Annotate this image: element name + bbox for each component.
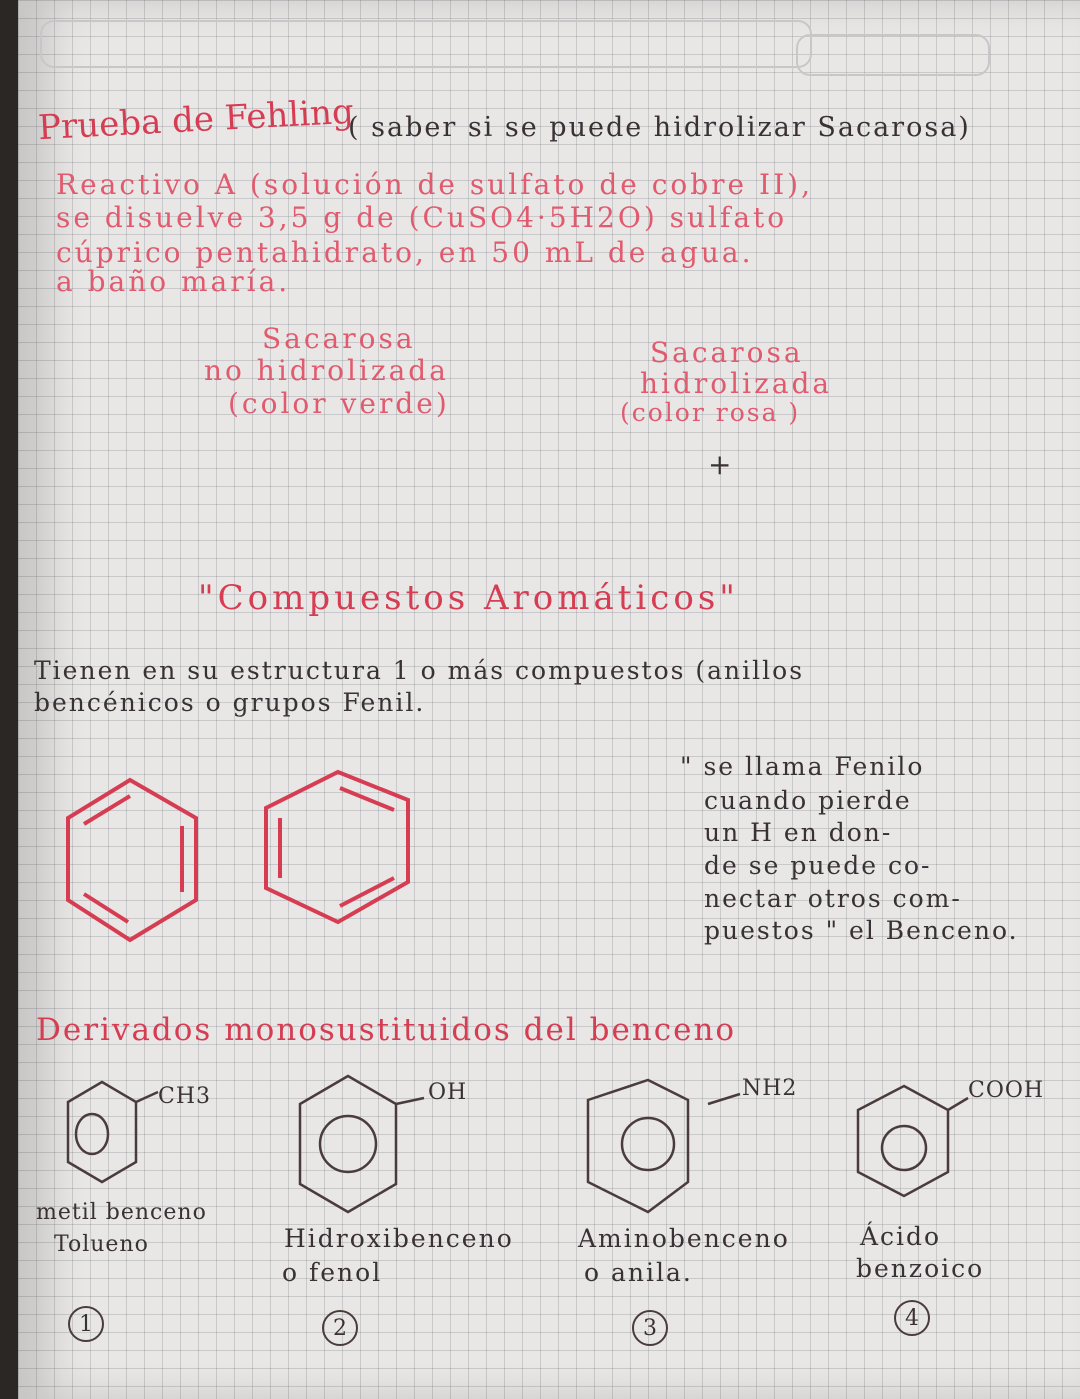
page-title: Prueba de Fehling (37, 91, 355, 149)
compound-3-alt-name: o anila. (584, 1258, 693, 1287)
result-left-line-1: Sacarosa (262, 322, 416, 355)
substituent-label-ch3: CH3 (158, 1084, 212, 1109)
reagent-line-1: Reactivo A (solución de sulfato de cobre II), (56, 168, 813, 201)
substituent-label-oh: OH (428, 1080, 468, 1105)
reagent-line-4: a baño maría. (56, 265, 291, 298)
page-subtitle: ( saber si se puede hidrolizar Sacarosa) (348, 112, 971, 143)
result-right-line-2: hidrolizada (640, 367, 833, 400)
phenol-structure (300, 1076, 424, 1212)
substituent-label-nh2: NH2 (742, 1076, 798, 1101)
plus-sign: + (708, 448, 735, 481)
fenilo-note-line-1: " se llama Fenilo (680, 752, 925, 781)
fenilo-note-line-5: nectar otros com- (704, 884, 962, 913)
compound-2-number: 2 (322, 1310, 358, 1346)
benzene-kekule-1 (68, 780, 196, 940)
fenilo-note-line-6: puestos " el Benceno. (704, 916, 1019, 945)
section-heading-aromatics: "Compuestos Aromáticos" (198, 578, 739, 618)
benzene-kekule-2 (266, 772, 408, 922)
compound-1-alt-name: Tolueno (54, 1232, 149, 1257)
compound-1-number: 1 (68, 1306, 104, 1342)
result-left-line-2: no hidrolizada (204, 354, 449, 387)
compound-2-alt-name: o fenol (282, 1258, 383, 1287)
result-right-line-1: Sacarosa (650, 336, 804, 369)
fenilo-note-line-3: un H en don- (704, 818, 893, 847)
drawings-layer (18, 0, 1080, 1399)
fenilo-note-line-4: de se puede co- (704, 851, 932, 880)
substituent-label-cooh: COOH (968, 1078, 1045, 1103)
reagent-line-2: se disuelve 3,5 g de (CuSO4·5H2O) sulfato (56, 201, 788, 234)
benzoic-acid-structure (858, 1086, 968, 1196)
compound-2-name: Hidroxibenceno (284, 1224, 514, 1253)
compound-3-number: 3 (632, 1310, 668, 1346)
notebook-page (18, 0, 1080, 1399)
toluene-structure (68, 1082, 158, 1182)
result-left-line-3: (color verde) (228, 387, 450, 420)
compound-1-name: metil benceno (36, 1200, 207, 1225)
compound-4-number: 4 (894, 1300, 930, 1336)
compound-4-alt-name: benzoico (856, 1254, 985, 1283)
section-heading-derivatives: Derivados monosustituidos del benceno (36, 1012, 737, 1048)
fenilo-note-line-2: cuando pierde (704, 786, 912, 815)
compound-3-name: Aminobenceno (578, 1224, 790, 1253)
aromatics-definition-line-2: bencénicos o grupos Fenil. (34, 688, 426, 717)
compound-4-name: Ácido (860, 1222, 942, 1251)
aromatics-definition-line-1: Tienen en su estructura 1 o más compuestos (anillos (34, 656, 805, 685)
reagent-line-3: cúprico pentahidrato, en 50 mL de agua. (56, 236, 754, 269)
result-right-line-3: (color rosa ) (620, 398, 801, 427)
aniline-structure (588, 1080, 740, 1212)
